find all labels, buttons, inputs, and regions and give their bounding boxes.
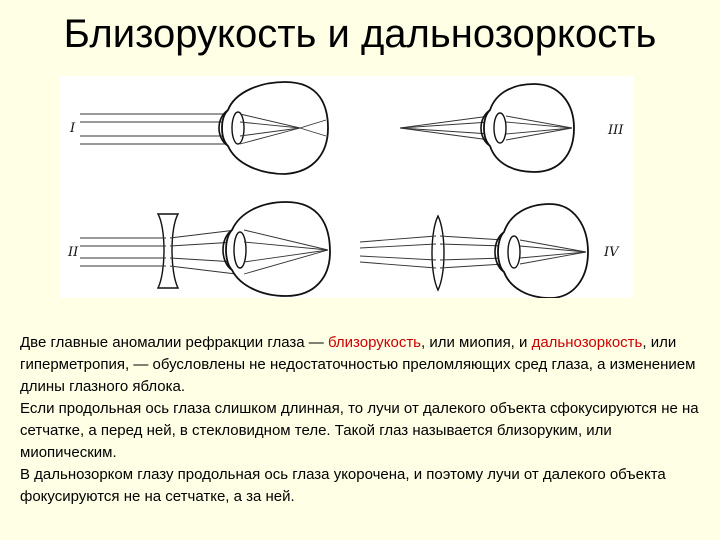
ray [360,256,436,260]
explanation-text [20,332,700,508]
term-myopia: близорукость [327,334,422,351]
ray [360,262,436,268]
crystalline-lens [508,236,520,268]
text-segment: Две главные аномалии рефракции глаза — [20,334,328,351]
text-segment: , или миопия, и [421,334,532,351]
panel-I [69,82,328,174]
ray [400,128,490,134]
panel-IV [360,204,620,298]
crystalline-lens [232,112,244,144]
ray [440,258,504,260]
paragraph-anomalies [20,332,700,398]
ray [440,236,504,240]
crystalline-lens [494,113,506,143]
ray [440,264,504,268]
eye-diagram-svg [60,76,634,298]
ray [400,128,490,140]
panel-III [400,84,624,172]
ray [360,236,436,242]
ray [400,122,490,128]
ray [170,266,236,274]
paragraph-myopia: Если продольная ось глаза слишком длинная, то лучи от далекого объекта сфокусируются не на сетчатке, а перед ней, в стекловидном теле. Такой глаз называется близоруким, или миопическим. [20,400,699,461]
panel-label-II: II [68,245,79,260]
ray [400,116,490,128]
slide-title: Близорукость и дальнозоркость [63,12,657,56]
convex-correcting-lens [432,216,444,290]
concave-correcting-lens [158,214,178,288]
panel-label-IV: IV [604,245,619,260]
ray [360,244,436,248]
ray [440,244,504,246]
panel-label-III: III [608,123,624,138]
eye-refraction-diagram [60,76,634,298]
paragraph-hyperopia: В дальнозорком глазу продольная ось глаза укорочена, и поэтому лучи от далекого объекта фокусируются не на сетчатке, а за ней. [20,466,666,505]
term-hyperopia: дальнозоркость [531,334,643,351]
crystalline-lens [234,232,246,268]
panel-label-I: I [70,121,76,136]
panel-II [67,202,330,296]
text-segment: , или гиперметропия, — обусловлены не недостаточностью преломляющих сред глаза, а изменением длины глазного яблока. [20,334,696,395]
